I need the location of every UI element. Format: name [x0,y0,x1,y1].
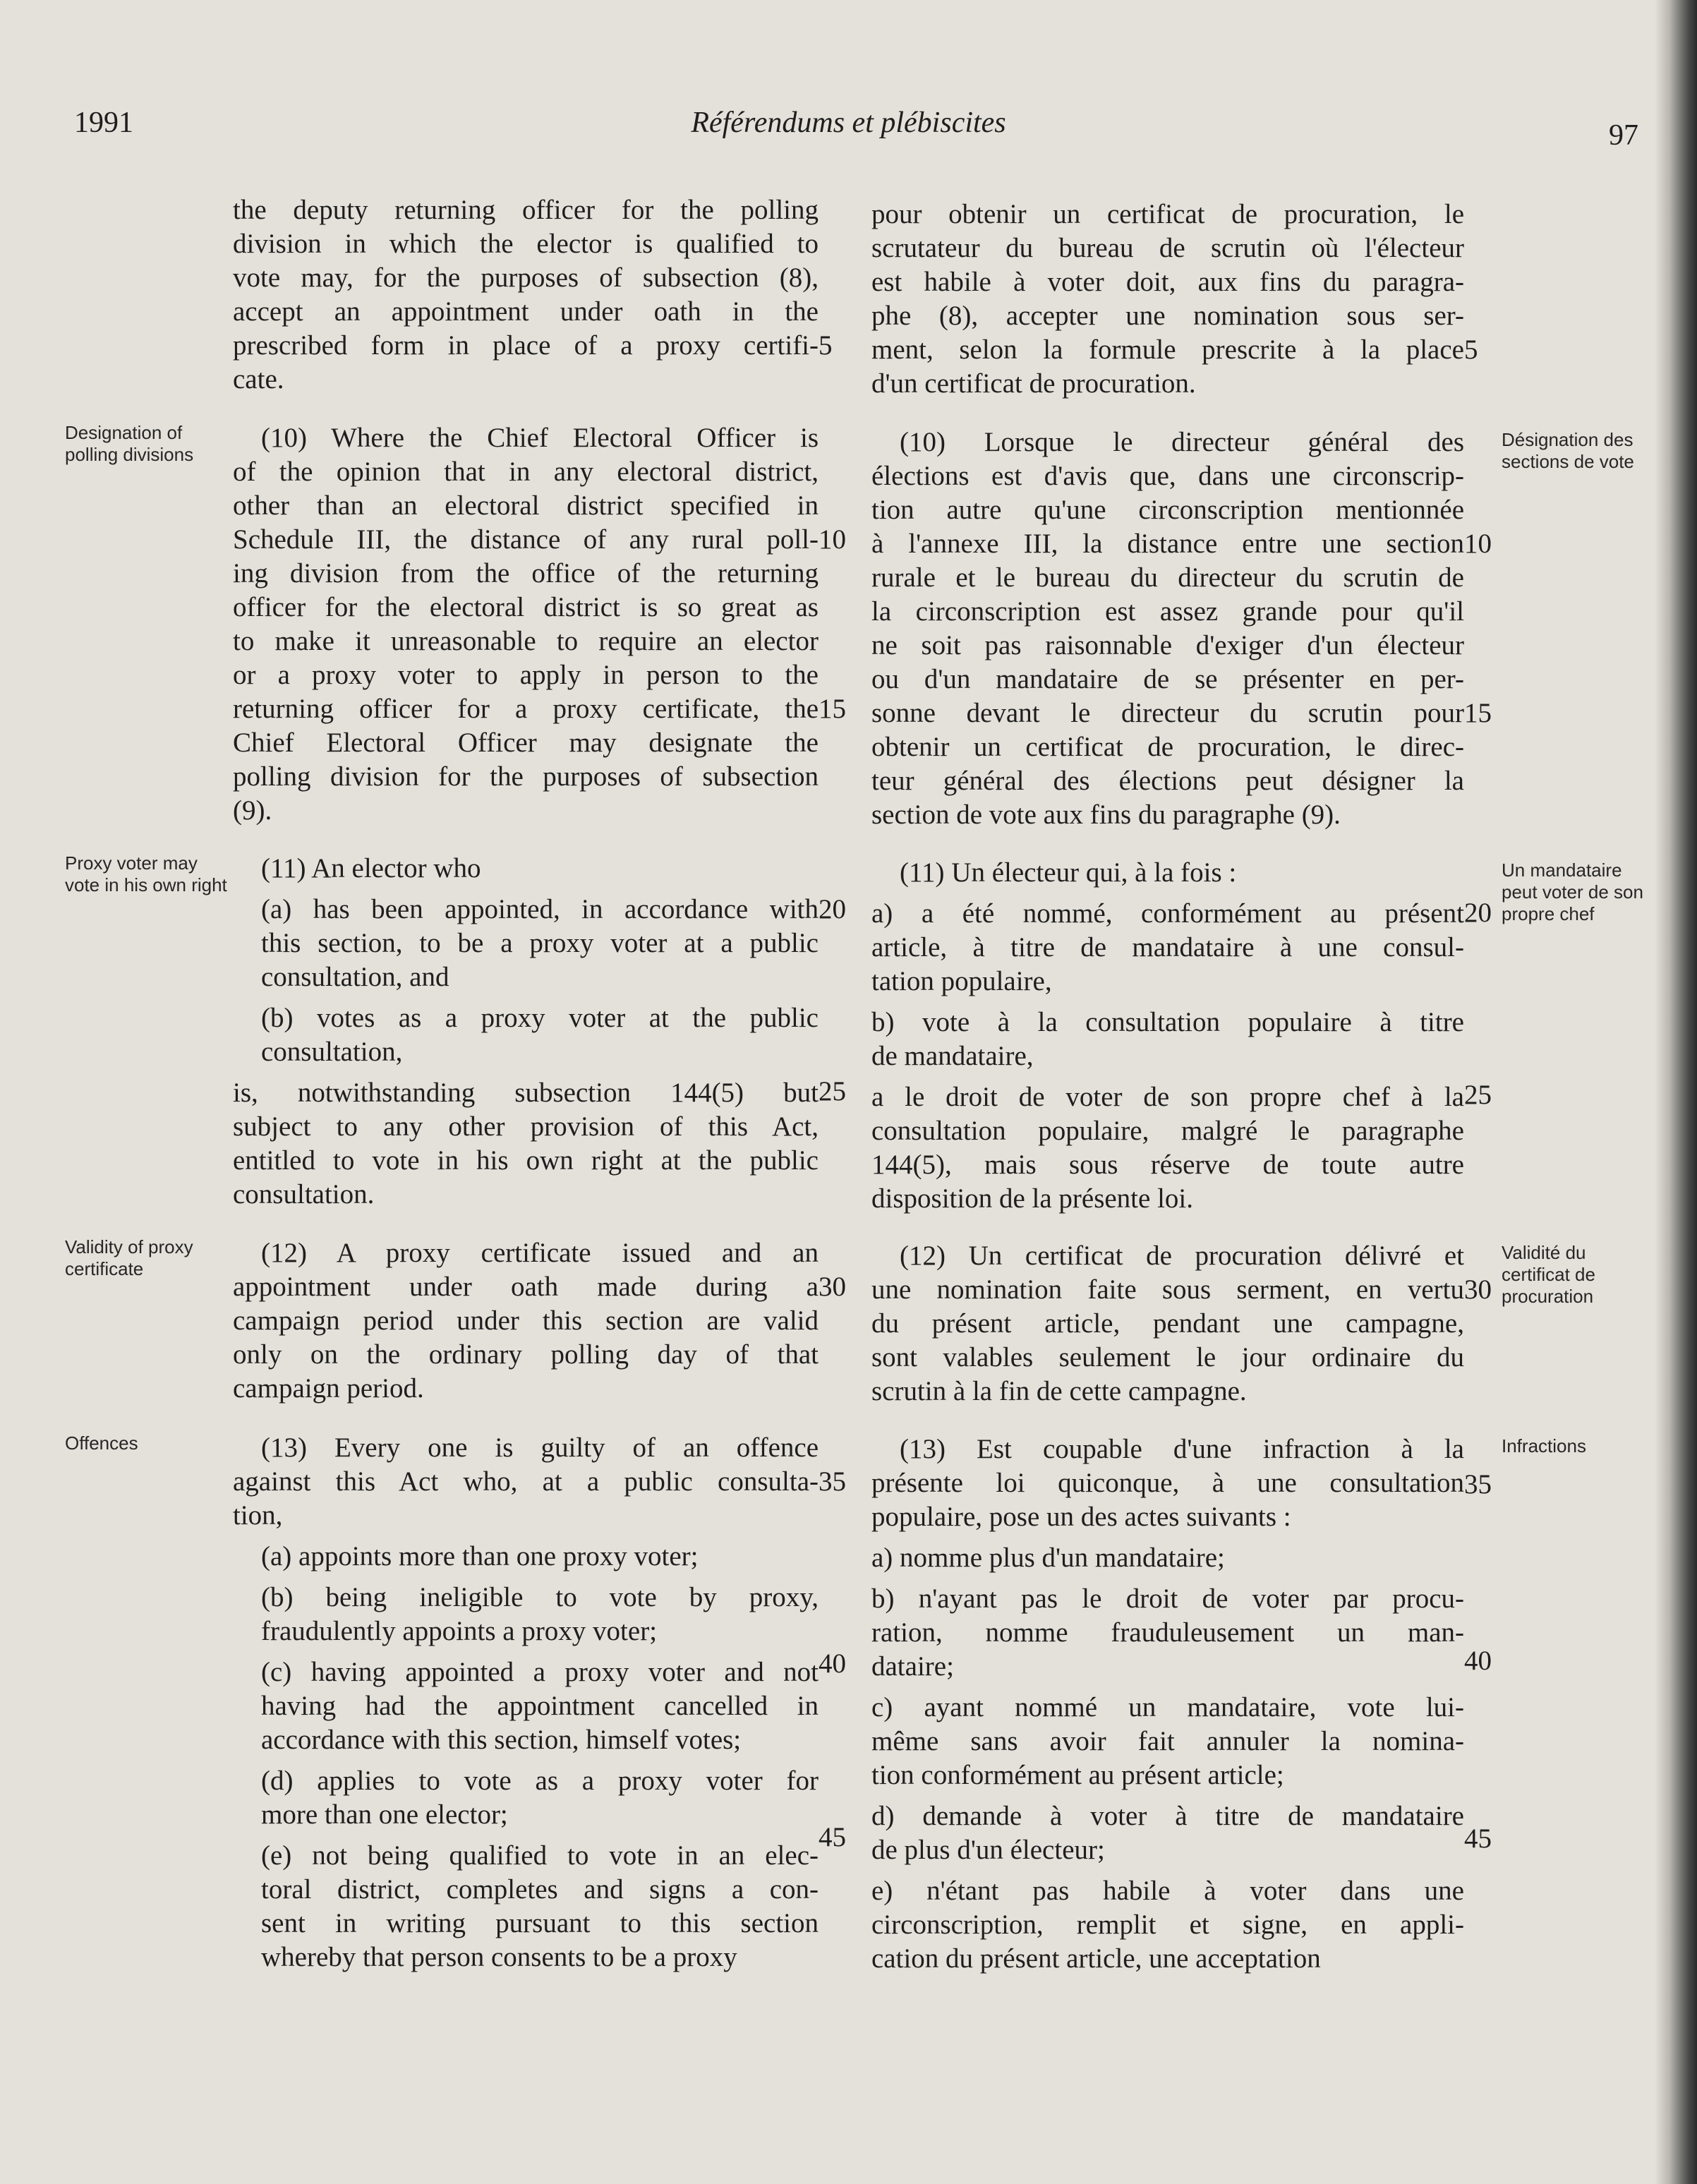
text-line: (11) Un électeur qui, à la fois : [900,857,1237,888]
line-number-35: 35 [819,1466,846,1497]
text-line: cation du présent article, une acceptation [871,1943,1321,1974]
text-line: dataire; [871,1651,954,1682]
text-line: présente loi quiconque, à une consultation [871,1468,1464,1498]
text-line: circonscription, remplit et signe, en appli- [871,1910,1464,1940]
text-line: scrutin à la fin de cette campagne. [871,1376,1247,1406]
line-number-10: 10 [819,524,846,555]
text-line: having had the appointment cancelled in [261,1691,819,1721]
text-line: phe (8), accepter une nomination sous ser- [871,301,1464,331]
text-line: (13) Est coupable d'une infraction à la [900,1434,1464,1464]
text-line: b) n'ayant pas le droit de voter par procu- [871,1583,1464,1614]
text-line: (12) Un certificat de procuration délivré et [900,1241,1464,1271]
fr-subsection-12 [871,1239,1464,1408]
margin-note-validity: Validity of proxy certificate [65,1236,193,1279]
text-line: teur général des élections peut désigner la [871,766,1464,796]
text-line: more than one elector; [261,1799,508,1830]
text-line: is, notwithstanding subsection 144(5) but [233,1078,819,1108]
line-number-15: 15 [1464,698,1492,728]
text-line: polling division for the purposes of subsection [233,761,819,792]
margin-note-fr-designation: Désignation des sections de vote [1502,429,1634,472]
text-line: vote may, for the purposes of subsection (8), [233,263,819,293]
line-number-45: 45 [1464,1823,1492,1854]
header-year: 1991 [74,107,133,139]
text-line: obtenir un certificat de procuration, le direc- [871,732,1464,762]
text-line: ne soit pas raisonnable d'exiger d'un électeur [871,630,1464,660]
text-line: élections est d'avis que, dans une circonscrip- [871,461,1464,491]
line-number-30: 30 [1464,1274,1492,1305]
text-line: toral district, completes and signs a con- [261,1874,819,1905]
line-number-5: 5 [819,330,833,361]
text-line: appointment under oath made during a [233,1272,819,1302]
header-title: Référendums et plébiscites [691,107,1006,139]
line-number-20: 20 [1464,898,1492,928]
text-line: 144(5), mais sous réserve de toute autre [871,1150,1464,1180]
text-line: a) a été nommé, conformément au présent [871,898,1464,929]
text-line: sont valables seulement le jour ordinaire du [871,1342,1464,1372]
text-line: scrutateur du bureau de scrutin où l'électeur [871,233,1464,263]
text-line: (9). [233,795,272,826]
text-line: pour obtenir un certificat de procuration, le [871,199,1464,229]
text-line: rurale et le bureau du directeur du scrutin de [871,562,1464,593]
text-line: sonne devant le directeur du scrutin pour [871,698,1464,728]
fr-subsection-13 [871,1432,1464,1976]
line-number-15: 15 [819,694,846,724]
text-line: de plus d'un électeur; [871,1835,1105,1865]
text-line: returning officer for a proxy certificate, the [233,694,819,724]
margin-note-designation: Designation of polling divisions [65,422,194,465]
text-line: consultation. [233,1179,375,1209]
text-line: other than an electoral district specified in [233,490,819,521]
text-line: c) ayant nommé un mandataire, vote lui- [871,1692,1464,1723]
text-line: tion autre qu'une circonscription mentionnée [871,495,1464,525]
margin-note-fr-validity: Validité du certificat de procuration [1502,1242,1595,1307]
margin-note-proxy-own-right: Proxy voter may vote in his own right [65,852,227,895]
margin-note-offences: Offences [65,1432,138,1454]
text-line: fraudulently appoints a proxy voter; [261,1616,658,1646]
text-line: (b) being ineligible to vote by proxy, [261,1582,819,1612]
text-line: of the opinion that in any electoral district, [233,457,819,487]
text-line: against this Act who, at a public consulta- [233,1466,819,1497]
text-line: only on the ordinary polling day of that [233,1339,819,1370]
line-number-40: 40 [819,1648,846,1679]
text-line: consultation, and [261,962,449,992]
text-line: accordance with this section, himself votes; [261,1725,742,1755]
line-number-20: 20 [819,894,846,924]
text-line: à l'annexe III, la distance entre une section [871,529,1464,559]
text-line: (a) has been appointed, in accordance with [261,894,819,924]
text-line: tion, [233,1500,283,1531]
en-subsection-12 [233,1236,819,1406]
text-line: or a proxy voter to apply in person to the [233,660,819,690]
text-line: campaign period under this section are valid [233,1305,819,1336]
line-number-25: 25 [819,1076,846,1106]
text-line: officer for the electoral district is so great as [233,592,819,622]
text-line: (a) appoints more than one proxy voter; [261,1541,699,1571]
page-binding-shadow [1655,0,1697,2184]
text-line: ment, selon la formule prescrite à la place [871,334,1464,365]
text-line: prescribed form in place of a proxy certifi- [233,330,819,361]
text-line: tion conformément au présent article; [871,1760,1284,1790]
text-line: une nomination faite sous serment, en vertu [871,1274,1464,1305]
text-line: de mandataire, [871,1041,1034,1071]
text-line: the deputy returning officer for the polling [233,195,819,225]
text-line: (10) Lorsque le directeur général des [900,427,1464,457]
line-number-30: 30 [819,1272,846,1302]
fr-paragraph-9-continued [871,198,1464,401]
text-line: la circonscription est assez grande pour qu'il [871,596,1464,627]
text-line: d) demande à voter à titre de mandataire [871,1801,1464,1831]
margin-note-fr-proxy-own-right: Un mandataire peut voter de son propre chef [1502,859,1643,924]
line-number-35: 35 [1464,1469,1492,1500]
en-subsection-10 [233,421,819,828]
text-line: même sans avoir fait annuler la nomina- [871,1726,1464,1756]
text-line: this section, to be a proxy voter at a public [261,928,819,958]
line-number-45: 45 [819,1822,846,1852]
text-line: (11) An elector who [261,853,481,883]
text-line: est habile à voter doit, aux fins du paragra- [871,267,1464,297]
text-line: division in which the elector is qualified to [233,229,819,259]
en-subsection-11 [233,852,819,1212]
text-line: e) n'étant pas habile à voter dans une [871,1876,1464,1906]
en-paragraph-9-continued [233,193,819,397]
line-number-10: 10 [1464,529,1492,559]
text-line: ration, nomme frauduleusement un man- [871,1617,1464,1648]
text-line: campaign period. [233,1373,424,1404]
text-line: a) nomme plus d'un mandataire; [871,1543,1225,1573]
text-line: whereby that person consents to be a proxy [261,1942,737,1972]
text-line: article, à titre de mandataire à une consul- [871,932,1464,963]
text-line: (b) votes as a proxy voter at the public [261,1003,819,1033]
text-line: ing division from the office of the returning [233,558,819,589]
line-number-5: 5 [1464,334,1478,365]
text-line: accept an appointment under oath in the [233,296,819,327]
text-line: disposition de la présente loi. [871,1183,1194,1214]
text-line: a le droit de voter de son propre chef à la [871,1082,1464,1112]
text-line: du présent article, pendant une campagne, [871,1308,1464,1339]
text-line: ou d'un mandataire de se présenter en per- [871,664,1464,694]
fr-subsection-11 [871,856,1464,1216]
margin-note-fr-offences: Infractions [1502,1435,1586,1456]
text-line: (13) Every one is guilty of an offence [261,1432,819,1463]
text-line: Schedule III, the distance of any rural poll- [233,524,819,555]
text-line: d'un certificat de procuration. [871,368,1196,399]
text-line: cate. [233,364,284,394]
text-line: Chief Electoral Officer may designate the [233,728,819,758]
text-line: sent in writing pursuant to this section [261,1908,819,1938]
text-line: consultation populaire, malgré le paragraphe [871,1116,1464,1146]
text-line: (c) having appointed a proxy voter and not [261,1657,819,1687]
fr-subsection-10 [871,426,1464,832]
text-line: to make it unreasonable to require an elector [233,626,819,656]
text-line: section de vote aux fins du paragraphe (9). [871,800,1341,830]
en-subsection-13 [233,1431,819,1974]
text-line: (d) applies to vote as a proxy voter for [261,1766,819,1796]
text-line: tation populaire, [871,966,1052,996]
text-line: consultation, [261,1037,403,1067]
text-line: (10) Where the Chief Electoral Officer is [261,423,819,453]
line-number-25: 25 [1464,1080,1492,1110]
text-line: subject to any other provision of this Act, [233,1111,819,1142]
text-line: entitled to vote in his own right at the public [233,1145,819,1176]
page-number: 97 [1609,119,1638,152]
text-line: (e) not being qualified to vote in an elec- [261,1840,819,1871]
line-number-40: 40 [1464,1646,1492,1676]
text-line: populaire, pose un des actes suivants : [871,1502,1291,1532]
text-line: (12) A proxy certificate issued and an [261,1238,819,1268]
text-line: b) vote à la consultation populaire à titre [871,1007,1464,1037]
